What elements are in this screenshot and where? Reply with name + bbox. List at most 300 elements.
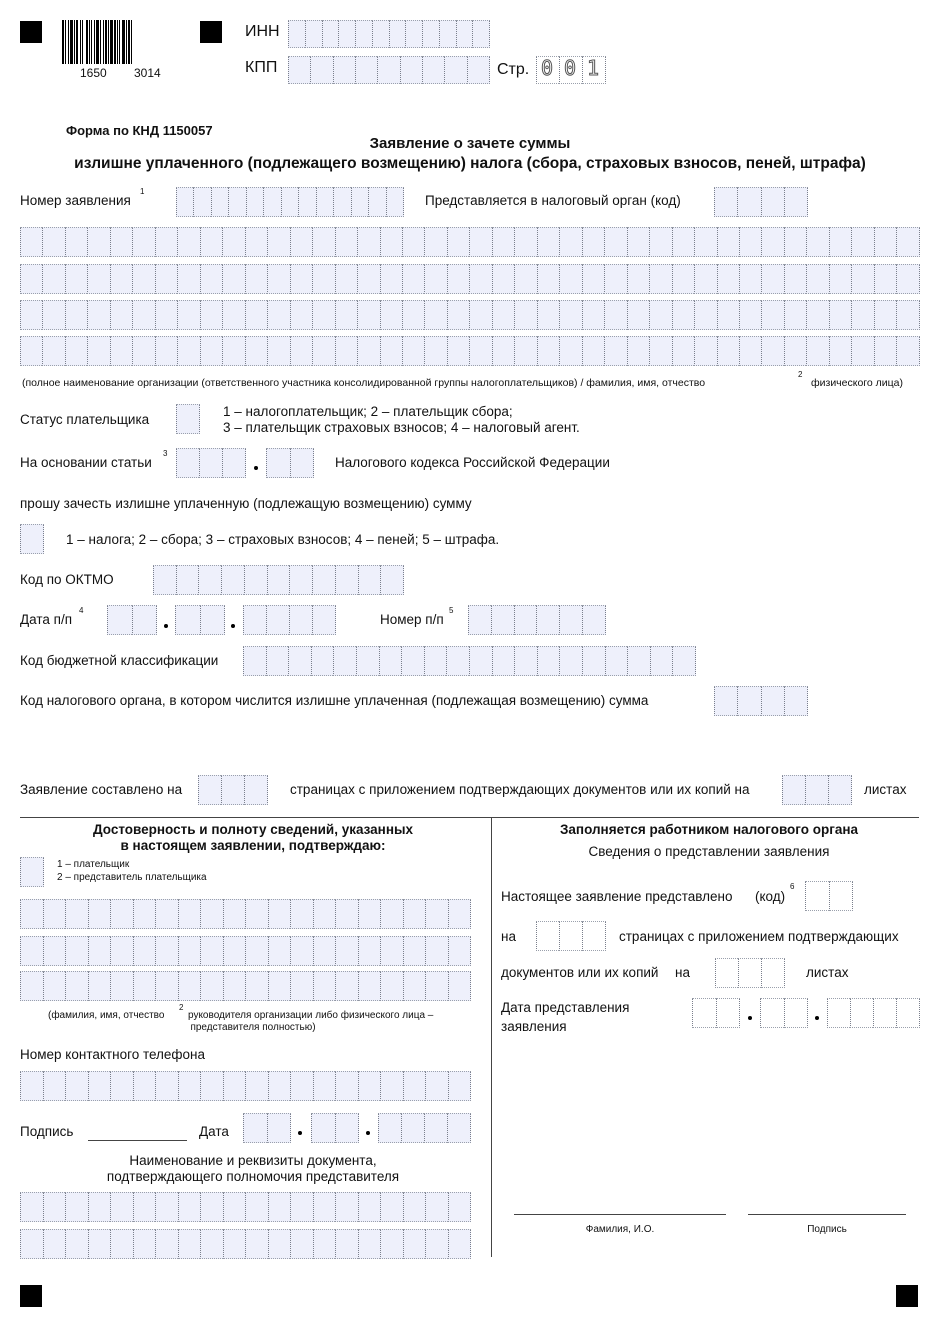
input-cell (380, 899, 403, 929)
input-cell (403, 1192, 426, 1222)
input-cell (87, 264, 109, 294)
input-cell (829, 881, 854, 911)
input-cell (469, 300, 491, 330)
input-cell (266, 605, 289, 635)
input-cell (223, 899, 246, 929)
input-cell (88, 1229, 111, 1259)
input-cell (20, 971, 43, 1001)
input-cell (739, 336, 761, 366)
received-pages-field[interactable] (536, 921, 606, 951)
confirmer-type-field[interactable] (20, 857, 44, 887)
input-cell (784, 336, 806, 366)
input-cell (650, 646, 673, 676)
input-cell (290, 971, 313, 1001)
input-cell (178, 899, 201, 929)
input-cell (87, 227, 109, 257)
input-cell (784, 227, 806, 257)
input-cell (425, 1229, 448, 1259)
input-cell (424, 646, 447, 676)
page-digit-3: 1 (587, 56, 600, 80)
kpp-label: КПП (245, 59, 278, 76)
barcode-bar (86, 20, 88, 64)
full-name-row-2[interactable] (20, 264, 920, 294)
input-cell (355, 56, 377, 84)
input-cell (268, 1071, 291, 1101)
on-label: на (501, 929, 516, 944)
input-cell (110, 336, 132, 366)
input-cell (469, 646, 492, 676)
input-cell (335, 336, 357, 366)
input-cell (357, 336, 379, 366)
input-cell (649, 264, 671, 294)
input-cell (20, 300, 42, 330)
input-cell (268, 1192, 291, 1222)
input-cell (211, 187, 228, 217)
input-cell (245, 1229, 268, 1259)
input-cell (582, 336, 604, 366)
right-subheading: Сведения о представлении заявления (588, 844, 830, 859)
input-cell (739, 227, 761, 257)
input-cell (760, 998, 784, 1028)
input-cell (351, 187, 368, 217)
input-cell (313, 936, 336, 966)
authority-document-row-1[interactable] (20, 1192, 471, 1222)
full-name-row-1[interactable] (20, 227, 920, 257)
input-cell (335, 1071, 358, 1101)
input-cell (356, 646, 379, 676)
inn-field[interactable] (288, 20, 490, 48)
payment-date-day-field[interactable] (107, 605, 157, 635)
phone-field[interactable] (20, 1071, 471, 1101)
title-line-2: излишне уплаченного (подлежащего возмещению) налога (сбора, страховых взносов, пеней, штрафа) (74, 155, 866, 172)
input-cell (447, 1113, 471, 1143)
barcode-bar (131, 20, 132, 64)
input-cell (243, 646, 266, 676)
receive-date-year-field[interactable] (827, 998, 920, 1028)
input-cell (20, 857, 44, 887)
input-cell (784, 264, 806, 294)
input-cell (468, 605, 491, 635)
section-divider-horizontal (20, 817, 919, 818)
input-cell (896, 227, 919, 257)
input-cell (133, 899, 156, 929)
input-cell (805, 775, 828, 805)
input-cell (604, 336, 626, 366)
representative-name-row-1[interactable] (20, 899, 471, 929)
receive-date-dot-2 (815, 1016, 819, 1020)
input-cell (177, 227, 199, 257)
page-digit-2: 0 (564, 56, 577, 80)
input-cell (312, 336, 334, 366)
title-line-1: Заявление о зачете суммы (369, 135, 571, 152)
officer-signature-line[interactable] (748, 1214, 906, 1215)
input-cell (88, 1192, 111, 1222)
input-cell (380, 1192, 403, 1222)
payment-number-label: Номер п/п (380, 612, 444, 627)
barcode-bar (114, 20, 116, 64)
input-cell (65, 227, 87, 257)
confirmer-option-2: 2 – представитель плательщика (57, 872, 207, 883)
payment-number-field[interactable] (468, 605, 606, 635)
input-cell (245, 971, 268, 1001)
footnote-5: 5 (449, 606, 454, 615)
barcode-bar (119, 20, 120, 64)
full-name-caption: (полное наименование организации (ответственного участника консолидированной группы налогоплательщиков) / фамилия, имя, отчество (22, 377, 706, 389)
input-cell (559, 921, 582, 951)
input-cell (403, 899, 426, 929)
input-cell (178, 1192, 201, 1222)
input-cell (425, 899, 448, 929)
input-cell (20, 1229, 43, 1259)
input-cell (313, 971, 336, 1001)
page-label: Стр. (497, 61, 530, 78)
input-cell (228, 187, 245, 217)
input-cell (333, 646, 356, 676)
pages-label-start: Заявление составлено на (20, 782, 183, 797)
input-cell (447, 300, 469, 330)
input-cell (263, 187, 280, 217)
input-cell (178, 971, 201, 1001)
input-cell (761, 958, 785, 988)
input-cell (288, 20, 305, 48)
input-cell (761, 336, 783, 366)
input-cell (338, 20, 355, 48)
barcode-bar (94, 20, 95, 64)
input-cell (335, 1229, 358, 1259)
input-cell (243, 1113, 267, 1143)
input-cell (65, 936, 88, 966)
input-cell (896, 336, 919, 366)
input-cell (222, 336, 244, 366)
input-cell (132, 227, 154, 257)
input-cell (155, 1229, 178, 1259)
input-cell (290, 448, 315, 478)
input-cell (333, 56, 355, 84)
input-cell (316, 187, 333, 217)
input-cell (806, 227, 828, 257)
input-cell (65, 971, 88, 1001)
barcode-bar (100, 20, 101, 64)
input-cell (424, 227, 446, 257)
input-cell (874, 227, 896, 257)
input-cell (65, 300, 87, 330)
input-cell (88, 971, 111, 1001)
input-cell (43, 1229, 66, 1259)
input-cell (380, 971, 403, 1001)
input-cell (222, 227, 244, 257)
pages-count-field[interactable] (198, 775, 268, 805)
input-cell (223, 1192, 246, 1222)
article-part-field[interactable] (266, 448, 314, 478)
input-cell (288, 646, 311, 676)
input-cell (107, 605, 132, 635)
input-cell (244, 775, 268, 805)
input-cell (402, 336, 424, 366)
input-cell (582, 227, 604, 257)
date-label: Дата (199, 1124, 229, 1139)
corner-marker-top-right (200, 21, 222, 43)
submission-code-field[interactable] (805, 881, 853, 911)
input-cell (178, 1229, 201, 1259)
application-number-label: Номер заявления (20, 193, 131, 208)
input-cell (737, 187, 760, 217)
input-cell (200, 936, 223, 966)
payer-status-label: Статус плательщика (20, 412, 150, 427)
input-cell (335, 936, 358, 966)
input-cell (537, 336, 559, 366)
input-cell (492, 264, 514, 294)
input-cell (335, 227, 357, 257)
input-cell (65, 264, 87, 294)
input-cell (492, 227, 514, 257)
received-sheets-field[interactable] (715, 958, 785, 988)
input-cell (110, 300, 132, 330)
authority-document-row-2[interactable] (20, 1229, 471, 1259)
input-cell (714, 686, 737, 716)
input-cell (155, 1071, 178, 1101)
input-cell (313, 1192, 336, 1222)
input-cell (245, 1071, 268, 1101)
inn-label: ИНН (245, 23, 280, 40)
receive-date-label-2: заявления (501, 1019, 567, 1034)
input-cell (87, 336, 109, 366)
input-cell (469, 227, 491, 257)
application-number-field[interactable] (176, 187, 404, 217)
input-cell (851, 300, 873, 330)
input-cell (737, 686, 760, 716)
form-code: Форма по КНД 1150057 (66, 123, 213, 138)
input-cell (761, 264, 783, 294)
barcode-bar (105, 20, 107, 64)
input-cell (559, 300, 581, 330)
input-cell (738, 958, 761, 988)
input-cell (380, 1229, 403, 1259)
input-cell (268, 1229, 291, 1259)
sheets-count-field[interactable] (782, 775, 852, 805)
input-cell (65, 899, 88, 929)
input-cell (850, 998, 873, 1028)
input-cell (492, 646, 515, 676)
input-cell (649, 336, 671, 366)
input-cell (267, 1113, 292, 1143)
input-cell (403, 1229, 426, 1259)
barcode-bar (108, 20, 109, 64)
payment-date-year-field[interactable] (243, 605, 336, 635)
input-cell (739, 264, 761, 294)
input-cell (492, 336, 514, 366)
full-name-row-3[interactable] (20, 300, 920, 330)
representative-name-row-2[interactable] (20, 936, 471, 966)
input-cell (694, 336, 716, 366)
input-cell (155, 971, 178, 1001)
officer-name-caption: Фамилия, И.О. (585, 1224, 655, 1235)
input-cell (536, 921, 559, 951)
input-cell (245, 899, 268, 929)
name-caption-start: (фамилия, имя, отчество (48, 1010, 165, 1021)
barcode-bar (74, 20, 75, 64)
receive-date-month-field[interactable] (760, 998, 808, 1028)
input-cell (829, 300, 851, 330)
signature-label: Подпись (20, 1124, 74, 1139)
sign-date-day-field[interactable] (243, 1113, 291, 1143)
article-number-field[interactable] (176, 448, 246, 478)
input-cell (537, 264, 559, 294)
input-cell (178, 1071, 201, 1101)
sign-date-year-field[interactable] (378, 1113, 471, 1143)
input-cell (782, 775, 805, 805)
input-cell (267, 227, 289, 257)
full-name-row-4[interactable] (20, 336, 920, 366)
input-cell (20, 899, 43, 929)
input-cell (448, 936, 472, 966)
input-cell (177, 264, 199, 294)
input-cell (627, 264, 649, 294)
input-cell (874, 336, 896, 366)
receive-date-day-field[interactable] (692, 998, 740, 1028)
input-cell (223, 1071, 246, 1101)
input-cell (582, 605, 606, 635)
payment-date-month-field[interactable] (175, 605, 225, 635)
input-cell (829, 264, 851, 294)
input-cell (714, 187, 737, 217)
barcode-bar (128, 20, 130, 64)
oktmo-field[interactable] (153, 565, 404, 595)
input-cell (514, 264, 536, 294)
payment-type-field[interactable] (20, 524, 44, 554)
barcode-bar (89, 20, 90, 64)
input-cell (313, 1229, 336, 1259)
input-cell (694, 264, 716, 294)
input-cell (313, 899, 336, 929)
input-cell (176, 448, 199, 478)
input-cell (537, 227, 559, 257)
kbk-field[interactable] (243, 646, 696, 676)
input-cell (110, 936, 133, 966)
input-cell (403, 1071, 426, 1101)
sheets-label: листах (806, 965, 849, 980)
input-cell (20, 524, 44, 554)
input-cell (335, 565, 358, 595)
input-cell (198, 565, 221, 595)
input-cell (874, 264, 896, 294)
input-cell (469, 264, 491, 294)
input-cell (649, 300, 671, 330)
kpp-field[interactable] (288, 56, 490, 84)
tax-authority-code-field[interactable] (714, 187, 808, 217)
pages-label-middle: страницах с приложением подтверждающих документов или их копий на (290, 782, 750, 797)
corner-marker-bottom-right (896, 1285, 918, 1307)
barcode-bar (62, 20, 64, 64)
input-cell (380, 1071, 403, 1101)
payment-date-label: Дата п/п (20, 612, 73, 627)
input-cell (245, 264, 267, 294)
input-cell (379, 646, 402, 676)
input-cell (20, 227, 42, 257)
on-label-2: на (675, 965, 690, 980)
input-cell (222, 300, 244, 330)
input-cell (132, 605, 158, 635)
input-cell (281, 187, 298, 217)
input-cell (425, 971, 448, 1001)
input-cell (401, 646, 424, 676)
article-suffix: Налогового кодекса Российской Федерации (335, 455, 610, 470)
input-cell (896, 300, 919, 330)
input-cell (469, 336, 491, 366)
sign-date-month-field[interactable] (311, 1113, 359, 1143)
officer-name-line[interactable] (514, 1214, 726, 1215)
full-name-caption-end: физического лица) (811, 377, 903, 389)
input-cell (43, 971, 66, 1001)
input-cell (290, 336, 312, 366)
input-cell (290, 300, 312, 330)
input-cell (514, 227, 536, 257)
input-cell (447, 336, 469, 366)
input-cell (829, 336, 851, 366)
input-cell (155, 300, 177, 330)
input-cell (245, 300, 267, 330)
input-cell (378, 1113, 401, 1143)
input-cell (627, 300, 649, 330)
input-cell (851, 336, 873, 366)
confirmer-option-1: 1 – плательщик (57, 859, 130, 870)
input-cell (155, 264, 177, 294)
footnote-1: 1 (140, 187, 145, 196)
input-cell (559, 336, 581, 366)
input-cell (627, 646, 650, 676)
payer-status-options-2: 3 – плательщик страховых взносов; 4 – налоговый агент. (223, 420, 580, 435)
input-cell (694, 227, 716, 257)
input-cell (401, 1113, 424, 1143)
input-cell (155, 899, 178, 929)
input-cell (222, 264, 244, 294)
input-cell (177, 300, 199, 330)
barcode-bar (91, 20, 92, 64)
input-cell (87, 300, 109, 330)
representative-name-row-3[interactable] (20, 971, 471, 1001)
input-cell (335, 264, 357, 294)
input-cell (244, 565, 267, 595)
input-cell (335, 300, 357, 330)
input-cell (20, 264, 42, 294)
input-cell (177, 336, 199, 366)
input-cell (266, 448, 290, 478)
input-cell (310, 56, 332, 84)
input-cell (444, 56, 466, 84)
tax-office-code-field[interactable] (714, 686, 808, 716)
input-cell (289, 605, 312, 635)
input-cell (761, 227, 783, 257)
input-cell (380, 300, 402, 330)
input-cell (446, 646, 469, 676)
input-cell (20, 1192, 43, 1222)
section-divider-vertical (491, 817, 492, 1257)
name-caption-line-2: представителя полностью) (190, 1022, 316, 1033)
input-cell (43, 1192, 66, 1222)
input-cell (784, 300, 806, 330)
input-cell (246, 187, 263, 217)
input-cell (290, 227, 312, 257)
input-cell (42, 227, 64, 257)
signature-line[interactable] (88, 1140, 187, 1141)
barcode (62, 20, 184, 64)
input-cell (717, 227, 739, 257)
input-cell (377, 56, 399, 84)
input-cell (439, 20, 456, 48)
payer-status-field[interactable] (176, 404, 200, 434)
input-cell (447, 227, 469, 257)
input-cell (492, 300, 514, 330)
document-heading-1: Наименование и реквизиты документа, (129, 1153, 377, 1168)
